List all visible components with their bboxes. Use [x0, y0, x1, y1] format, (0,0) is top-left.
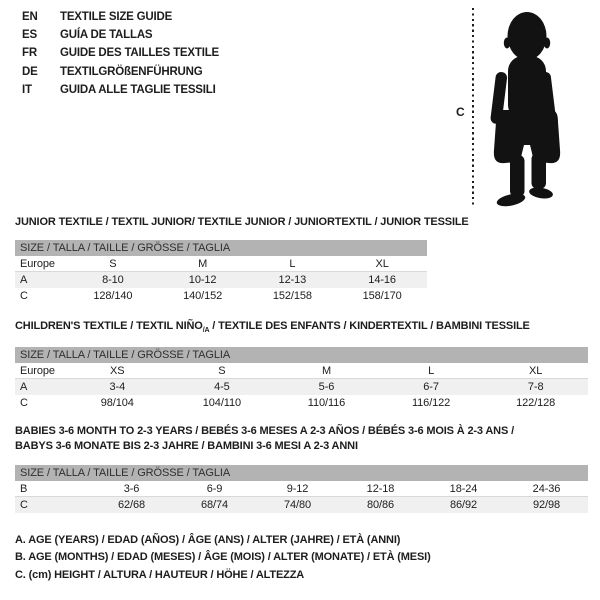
- title-text: CHILDREN'S TEXTILE / TEXTIL NIÑO: [15, 320, 203, 332]
- cell: 158/170: [362, 290, 402, 302]
- footnote-a: A. AGE (YEARS) / EDAD (AÑOS) / ÂGE (ANS) / ALTER (JAHRE) / ETÀ (ANNI): [15, 534, 401, 546]
- children-size-table: [15, 347, 588, 411]
- cell: 7-8: [527, 381, 544, 393]
- cell: M: [321, 365, 332, 377]
- footnote-legend: [15, 532, 431, 584]
- cell: 128/140: [93, 290, 133, 302]
- language-code: EN: [22, 11, 38, 23]
- height-measure-dotted-line: [472, 8, 474, 208]
- footnote-c: C. (cm) HEIGHT / ALTURA / HAUTEUR / HÖHE / ALTEZZA: [15, 568, 305, 581]
- row-label: A: [20, 274, 28, 286]
- row-label: C: [20, 397, 28, 409]
- table-row-age: [15, 272, 427, 288]
- language-title: TEXTILGRÖßENFÜHRUNG: [60, 65, 203, 78]
- cell: 80/86: [366, 499, 395, 511]
- language-row-fr: [22, 44, 219, 62]
- cell: XL: [375, 258, 389, 270]
- cell: 8-10: [102, 274, 124, 286]
- junior-size-table: [15, 240, 427, 304]
- cell: 98/104: [100, 397, 134, 409]
- cell: 6-9: [206, 483, 223, 495]
- language-title: GUIDE DES TAILLES TEXTILE: [60, 47, 219, 60]
- row-label: C: [20, 499, 28, 511]
- language-code: DE: [22, 65, 38, 78]
- size-header-bar: SIZE / TALLA / TAILLE / GRÖSSE / TAGLIA: [15, 240, 427, 256]
- cell: M: [198, 258, 208, 270]
- cell: 110/116: [307, 397, 346, 409]
- height-figure: [455, 4, 597, 212]
- language-row-de: [22, 63, 219, 81]
- row-label: A: [20, 381, 28, 393]
- title-line-2: BABYS 3-6 MONATE BIS 2-3 JAHRE / BAMBINI 3-6 MESI A 2-3 ANNI: [15, 439, 358, 452]
- language-row-es: [22, 26, 219, 44]
- table-row-height: [15, 288, 427, 304]
- size-header-bar: SIZE / TALLA / TAILLE / GRÖSSE / TAGLIA: [15, 465, 588, 481]
- language-title: GUÍA DE TALLAS: [60, 29, 153, 42]
- cell: 116/122: [411, 397, 451, 409]
- table-row-region: [15, 256, 427, 272]
- table-row-age: [15, 379, 588, 395]
- language-title-list: [22, 8, 219, 99]
- cell: S: [218, 365, 226, 377]
- cell: 12-13: [278, 274, 307, 286]
- cell: 4-5: [214, 381, 230, 393]
- cell: 14-16: [368, 274, 396, 286]
- cell: 5-6: [318, 381, 335, 393]
- cell: XS: [110, 365, 125, 377]
- table-row-height: [15, 395, 588, 411]
- height-measure-label: C: [456, 105, 465, 119]
- cell: 86/92: [449, 499, 478, 511]
- row-label: C: [20, 290, 28, 302]
- cell: L: [289, 258, 296, 270]
- cell: 18-24: [449, 483, 478, 495]
- cell: 152/158: [272, 290, 312, 302]
- row-label: Europe: [20, 365, 55, 377]
- cell: 104/110: [202, 397, 242, 409]
- cell: 9-12: [286, 483, 309, 495]
- cell: L: [428, 365, 435, 377]
- title-subscript: /A: [202, 327, 210, 335]
- language-code: IT: [22, 83, 32, 96]
- size-header-bar: SIZE / TALLA / TAILLE / GRÖSSE / TAGLIA: [15, 347, 588, 363]
- cell: XL: [529, 365, 543, 377]
- cell: 62/68: [117, 499, 146, 511]
- language-code: ES: [22, 29, 37, 42]
- language-row-en: [22, 8, 219, 26]
- junior-table-title: JUNIOR TEXTILE / TEXTIL JUNIOR/ TEXTILE JUNIOR / JUNIORTEXTIL / JUNIOR TESSILE: [15, 216, 469, 228]
- table-row-region: [15, 363, 588, 379]
- language-row-it: [22, 81, 219, 99]
- row-label: B: [20, 483, 28, 495]
- title-line-1: BABIES 3-6 MONTH TO 2-3 YEARS / BEBÉS 3-6 MESES A 2-3 AÑOS / BÉBÉS 3-6 MOIS À 2-3 ANS /: [15, 425, 514, 437]
- babies-table-title: [15, 424, 575, 453]
- row-label: Europe: [20, 258, 55, 270]
- table-row-months: [15, 481, 588, 497]
- footnote-b: B. AGE (MONTHS) / EDAD (MESES) / ÂGE (MOIS) / ALTER (MONATE) / ETÀ (MESI): [15, 551, 431, 564]
- table-row-height: [15, 497, 588, 513]
- cell: 68/74: [200, 499, 229, 511]
- toddler-silhouette: [480, 10, 566, 208]
- title-text: / TEXTILE DES ENFANTS / KINDERTEXTIL / BAMBINI TESSILE: [209, 320, 530, 332]
- babies-size-table: [15, 465, 588, 513]
- cell: 140/152: [183, 290, 223, 302]
- cell: 24-36: [532, 483, 561, 495]
- cell: 6-7: [423, 381, 439, 393]
- cell: 10-12: [188, 274, 217, 286]
- cell: 3-6: [123, 483, 140, 495]
- language-title: TEXTILE SIZE GUIDE: [60, 11, 173, 23]
- children-table-title: [15, 319, 530, 339]
- cell: 92/98: [532, 499, 561, 511]
- cell: S: [109, 258, 117, 270]
- language-title: GUIDA ALLE TAGLIE TESSILI: [60, 83, 216, 96]
- cell: 12-18: [366, 483, 395, 495]
- language-code: FR: [22, 47, 37, 60]
- cell: 122/128: [516, 397, 556, 409]
- cell: 74/80: [283, 499, 312, 511]
- cell: 3-4: [109, 381, 126, 393]
